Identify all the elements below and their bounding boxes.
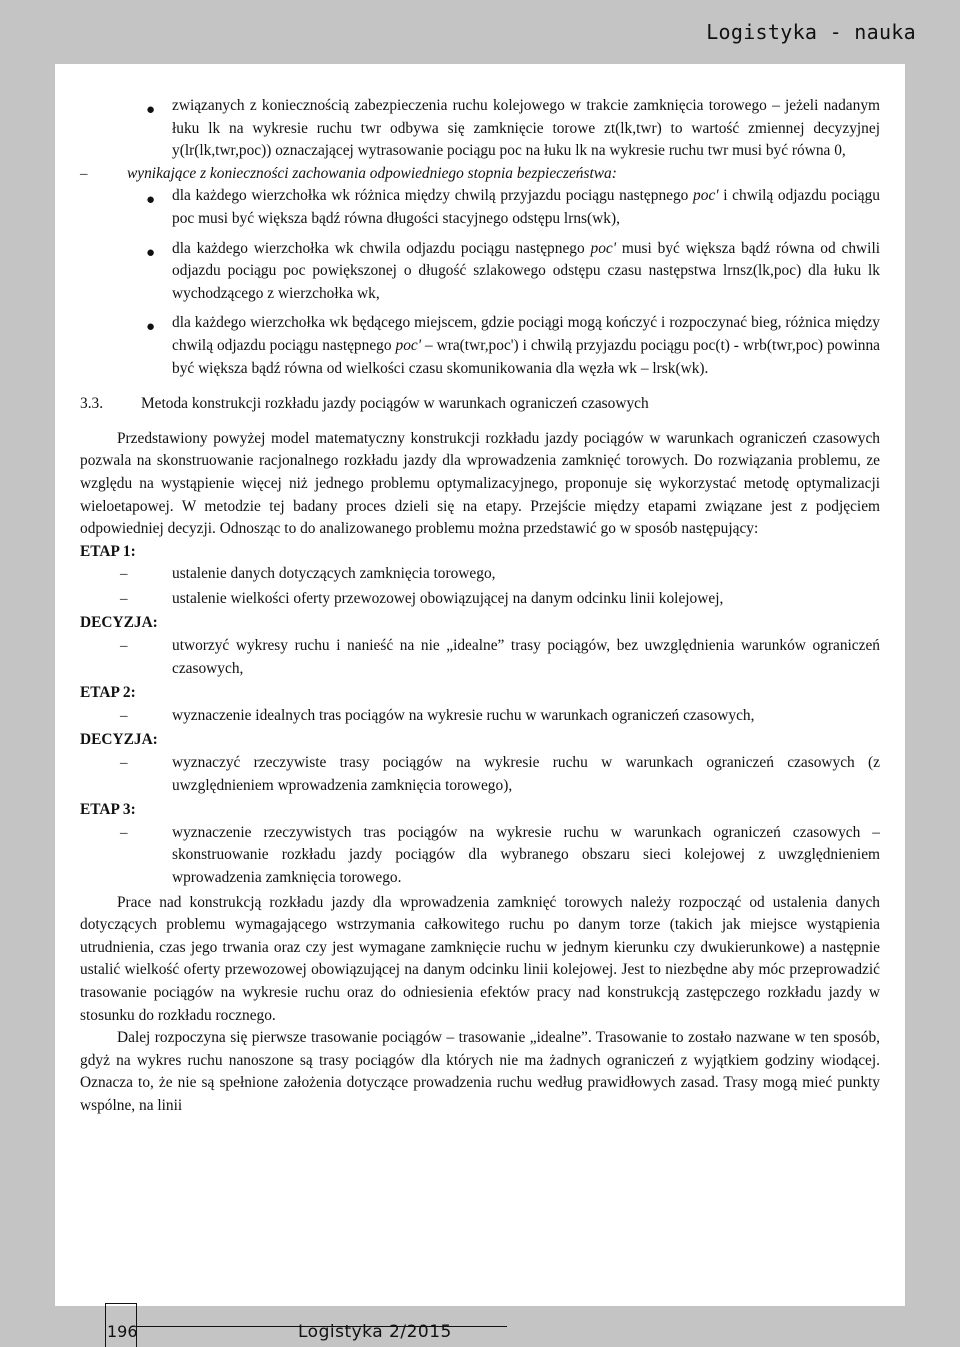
intro-paragraph: Przedstawiony powyżej model matematyczny konstrukcji rozkładu jazdy pociągów w warunkach ograniczeń czasowych pozwala na skonstruowanie racjonalnego rozkładu jazdy dla wprowadzenia zamknięć torowych. Do rozwiązania problemu, ze względu na wystąpienie więcej niż jednego problemu optymalizacyjnego, proponuje się wykorzystać metodę optymalizacji wieloetapowej. W metodzie tej badany proces dzieli się na etapy. Przejście między etapami związane jest z podjęciem odpowiedniej decyzji. Odnosząc to do analizowanego problemu można przedstawić go w sposób następujący: (80, 429, 880, 538)
page-header (0, 0, 960, 64)
paragraph-2: Prace nad konstrukcją rozkładu jazdy dla wprowadzenia zamknięć torowych należy rozpocząć od ustalenia danych dotyczących problemu wymagającego wstrzymania całkowitego ruchu po danym torze (takich jak miejsce wystąpienia utrudnienia, czas jego trwania oraz czy jest wymagane zamknięcie ruchu w jednym kierunku czy dwukierunkowe) a następnie ustalić wielkość oferty przewozowej obowiązującej na danym odcinku linii kolejowej. Jest to niezbędne aby móc przeprowadzić trasowanie pociągów na wykresie ruchu oraz do odniesienia efektów pracy nad konstrukcją zastępczego rozkładu jazdy w stosunku do rozkładu rocznego. (80, 893, 880, 1024)
bullet-icon: ● (146, 192, 156, 209)
list-item: – wyznaczenie idealnych tras pociągów na wykresie ruchu w warunkach ograniczeń czasowych, (80, 705, 880, 728)
dash-icon: – (120, 824, 128, 841)
dash-icon: – (120, 755, 128, 772)
page-sheet (55, 64, 905, 1306)
dash-icon: – (120, 638, 128, 655)
list-item: – ustalenie wielkości oferty przewozowej obowiązującej na danym odcinku linii kolejowej, (80, 588, 880, 611)
step-label: ETAP 3: (80, 801, 136, 819)
dash-icon: – (120, 566, 128, 583)
list-item: – utworzyć wykresy ruchu i nanieść na nie „idealne” trasy pociągów, bez uwzględnienia warunków ograniczeń czasowych, (120, 637, 880, 677)
list-item: ● związanych z koniecznością zabezpieczenia ruchu kolejowego w trakcie zamknięcia torowego – jeżeli nadanym łuku lk na wykresie ruchu twr odbywa się zamknięcie torowe zt(lk,twr) to wartość zmiennej decyzyjnej y(lr(lk,twr,poc)) oznaczającej wytrasowanie pociągu poc na łuku lk na wykresie ruchu twr musi być równa 0, (146, 97, 880, 160)
list-item: ● dla każdego wierzchołka wk chwila odjazdu pociągu następnego poc' musi być większa bądź równa od chwili odjazdu pociągu poc powiększonej o długość szlakowego odstępu czasu następstwa lrnsz(lk,poc) dla łuku lk wychodzącego z wierzchołka wk, (146, 239, 881, 302)
step-label: ETAP 1: (80, 542, 136, 560)
section-title: Metoda konstrukcji rozkładu jazdy pociągów w warunkach ograniczeń czasowych (141, 395, 649, 413)
bullet-list-1 (80, 95, 880, 163)
footer-page-number: 196 (107, 1322, 138, 1341)
section-heading (80, 393, 880, 416)
steps-block (80, 541, 880, 890)
step-label: DECYZJA: (80, 614, 158, 632)
document-body (80, 95, 880, 1118)
dash-icon: – (80, 165, 88, 182)
bullet-icon: ● (146, 102, 156, 118)
bullet-icon: ● (146, 319, 156, 336)
bullet-icon: ● (146, 244, 156, 261)
bullet-list-2 (80, 185, 880, 380)
list-item: – wyznaczenie rzeczywistych tras pociągów na wykresie ruchu w warunkach ograniczeń czasowych – skonstruowanie rozkładu jazdy pociągów dla wybranego obszaru sieci kolejowej z uwzględnieniem wprowadzenia zamknięcia torowego. (120, 823, 880, 886)
list-item: ● dla każdego wierzchołka wk różnica między chwilą przyjazdu pociągu następnego poc' i chwilą odjazdu pociągu poc musi być większa bądź równa długości stacyjnego odstępu lrns(wk), (146, 187, 880, 227)
step-label: DECYZJA: (80, 731, 158, 749)
dash-item-safety: – wynikające z konieczności zachowania odpowiedniego stopnia bezpieczeństwa: (80, 163, 880, 186)
header-title: Logistyka - nauka (706, 20, 916, 44)
list-item: – wyznaczyć rzeczywiste trasy pociągów na wykresie ruchu w warunkach ograniczeń czasowych (z uwzględnieniem wprowadzenia zamknięcia torowego), (120, 754, 880, 794)
footer-journal-title: Logistyka 2/2015 (298, 1322, 452, 1342)
dash-icon: – (120, 590, 128, 607)
list-item: – ustalenie danych dotyczących zamknięcia torowego, (80, 563, 880, 586)
paragraph-3: Dalej rozpoczyna się pierwsze trasowanie pociągów – trasowanie „idealne”. Trasowanie to zostało nazwane w ten sposób, gdyż na wykres ruchu nanoszone są trasy pociągów dla których nie ma żadnych ograniczeń z wyjątkiem godziny wiodącej. Oznacza to, że nie są spełnione założenia dotyczące prowadzenia ruchu według prawidłowych zasad. Trasy mogą mieć punkty wspólne, na linii (80, 1029, 880, 1114)
section-number: 3.3. (80, 395, 104, 413)
step-label: ETAP 2: (80, 684, 136, 702)
dash-icon: – (120, 707, 128, 724)
list-item: ● dla każdego wierzchołka wk będącego miejscem, gdzie pociągi mogą kończyć i rozpoczynać bieg, różnica między chwilą odjazdu pociągu następnego poc' – wra(twr,poc') i chwilą przyjazdu pociągu poc(t) - wrb(twr,poc) powinna być większa bądź równa od wielkości czasu skomunikowania dla węzła wk – lrsk(wk). (146, 314, 880, 377)
